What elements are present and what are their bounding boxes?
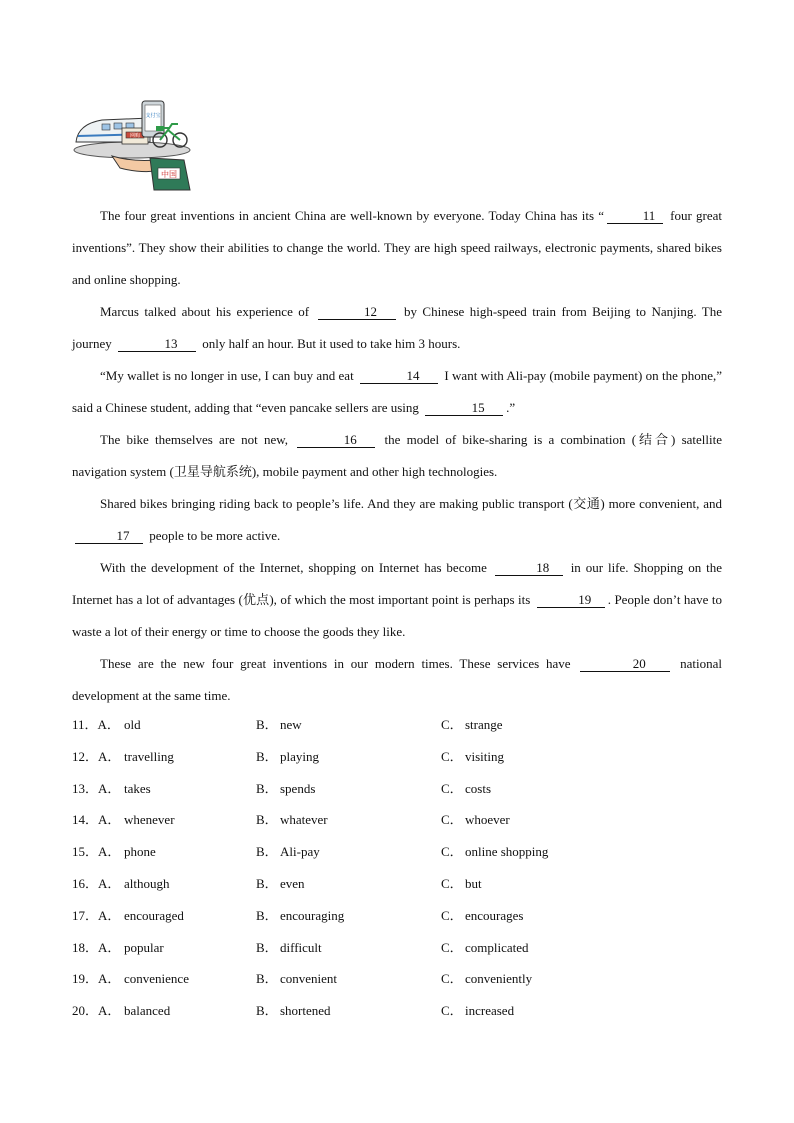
option-b-label: B．: [256, 844, 278, 860]
question-number: 20．A．: [72, 1003, 121, 1019]
question-number: 12．A．: [72, 748, 121, 764]
option-c-label: C．: [441, 748, 463, 764]
option-b[interactable]: new: [280, 717, 302, 732]
option-b-label: B．: [256, 971, 278, 987]
option-b[interactable]: spends: [280, 780, 316, 796]
text: With the development of the Internet, shopping on Internet has become: [100, 560, 492, 575]
option-c-label: C．: [441, 780, 463, 796]
text: national development at the same time.: [72, 656, 722, 703]
answer-options: [72, 709, 722, 1027]
text: The four great inventions in ancient China are well-known by everyone. Today China has its “: [100, 208, 604, 223]
screen-text: 网购: [129, 133, 141, 139]
question-17: [72, 900, 722, 932]
text: Shared bikes bringing riding back to people’s life. And they are making public transport (交通) more convenient, and: [100, 496, 722, 511]
option-c-label: C．: [441, 844, 463, 860]
option-c[interactable]: strange: [465, 717, 503, 732]
option-c-label: C．: [441, 875, 463, 891]
question-11: [72, 709, 722, 741]
option-b[interactable]: even: [280, 875, 305, 891]
question-number: 13．A．: [72, 780, 121, 796]
text: .”: [506, 400, 516, 415]
option-a[interactable]: old: [124, 717, 141, 732]
text: the model of bike-sharing is a combination (结合) satellite navigation system (卫星导航系统), mobile payment and other high technologies.: [72, 432, 723, 479]
blank-13: 13: [118, 337, 196, 352]
option-c[interactable]: encourages: [465, 907, 524, 923]
question-16: [72, 868, 722, 900]
four-inventions-illustration-icon: [72, 98, 194, 192]
option-b-label: B．: [256, 748, 278, 764]
text: Marcus talked about his experience of: [100, 304, 315, 319]
option-c-label: C．: [441, 971, 463, 987]
option-a[interactable]: popular: [124, 939, 164, 955]
text: “My wallet is no longer in use, I can buy and eat: [100, 368, 358, 383]
question-number: 18．A．: [72, 939, 121, 955]
option-b[interactable]: shortened: [280, 1003, 331, 1019]
option-b[interactable]: playing: [280, 748, 319, 764]
sign-text: 中国: [161, 170, 177, 179]
option-b-label: B．: [256, 780, 278, 796]
paragraph-4: [72, 424, 722, 488]
option-b-label: B．: [256, 939, 278, 955]
question-20: [72, 995, 722, 1027]
question-number: 16．A．: [72, 875, 121, 891]
blank-16: 16: [297, 433, 375, 448]
blank-11: 11: [607, 209, 663, 224]
option-c-label: C．: [441, 717, 463, 732]
paragraph-3: [72, 360, 722, 424]
cloze-passage: [72, 200, 722, 712]
question-12: [72, 741, 722, 773]
phone-text: 支付宝: [145, 113, 161, 119]
text: in our life. Shopping on the Internet has a lot of advantages (优点), of which the most important point is perhaps its: [72, 560, 722, 607]
option-b-label: B．: [256, 907, 278, 923]
option-a[interactable]: encouraged: [124, 907, 184, 923]
blank-17: 17: [75, 529, 143, 544]
question-number: 11．A．: [72, 717, 120, 732]
blank-19: 19: [537, 593, 605, 608]
option-b[interactable]: Ali-pay: [280, 844, 320, 860]
option-c[interactable]: but: [465, 875, 482, 891]
option-b-label: B．: [256, 812, 278, 828]
option-b-label: B．: [256, 875, 278, 891]
question-15: [72, 836, 722, 868]
question-19: [72, 963, 722, 995]
option-c-label: C．: [441, 812, 463, 828]
text: . People don’t have to waste a lot of their energy or time to choose the goods they like.: [72, 592, 722, 639]
text: These are the new four great inventions in our modern times. These services have: [100, 656, 578, 671]
text: by Chinese high-speed train from Beijing to Nanjing. The journey: [72, 304, 722, 351]
blank-18: 18: [495, 561, 563, 576]
blank-20: 20: [580, 657, 670, 672]
question-number: 19．A．: [72, 971, 121, 987]
blank-12: 12: [318, 305, 396, 320]
option-c-label: C．: [441, 1003, 463, 1019]
text: people to be more active.: [146, 528, 281, 543]
option-c[interactable]: whoever: [465, 812, 510, 828]
paragraph-1: [72, 200, 722, 296]
option-b-label: B．: [256, 1003, 278, 1019]
paragraph-7: [72, 648, 722, 712]
option-a[interactable]: travelling: [124, 748, 174, 764]
blank-15: 15: [425, 401, 503, 416]
option-c[interactable]: complicated: [465, 939, 529, 955]
option-c[interactable]: conveniently: [465, 971, 533, 987]
option-c[interactable]: increased: [465, 1003, 515, 1019]
question-14: [72, 804, 722, 836]
option-a[interactable]: convenience: [124, 971, 189, 987]
option-b[interactable]: encouraging: [280, 907, 345, 923]
paragraph-5: [72, 488, 722, 552]
option-a[interactable]: although: [124, 875, 170, 891]
option-c-label: C．: [441, 939, 463, 955]
option-a[interactable]: takes: [124, 780, 151, 796]
question-13: [72, 773, 722, 805]
question-number: 14．A．: [72, 812, 121, 828]
text: four great inventions”. They show their abilities to change the world. They are high speed railways, electronic payments, shared bikes and online shopping.: [72, 208, 722, 287]
option-c[interactable]: online shopping: [465, 844, 549, 860]
text: I want with Ali-pay (mobile payment) on the phone,” said a Chinese student, adding that “even pancake sellers are using: [72, 368, 722, 415]
option-c[interactable]: costs: [465, 780, 491, 796]
text: The bike themselves are not new,: [100, 432, 295, 447]
option-a[interactable]: whenever: [124, 812, 175, 828]
paragraph-2: [72, 296, 722, 360]
option-c[interactable]: visiting: [465, 748, 505, 764]
option-b-label: B．: [256, 717, 278, 732]
option-a[interactable]: balanced: [124, 1003, 171, 1019]
question-number: 17．A．: [72, 907, 121, 923]
option-b[interactable]: whatever: [280, 812, 328, 828]
option-b[interactable]: difficult: [280, 939, 322, 955]
text: only half an hour. But it used to take him 3 hours.: [198, 336, 461, 351]
question-18: [72, 932, 722, 964]
option-a[interactable]: phone: [124, 844, 156, 860]
blank-14: 14: [360, 369, 438, 384]
option-c-label: C．: [441, 907, 463, 923]
question-number: 15．A．: [72, 844, 121, 860]
paragraph-6: [72, 552, 722, 648]
option-b[interactable]: convenient: [280, 971, 338, 987]
